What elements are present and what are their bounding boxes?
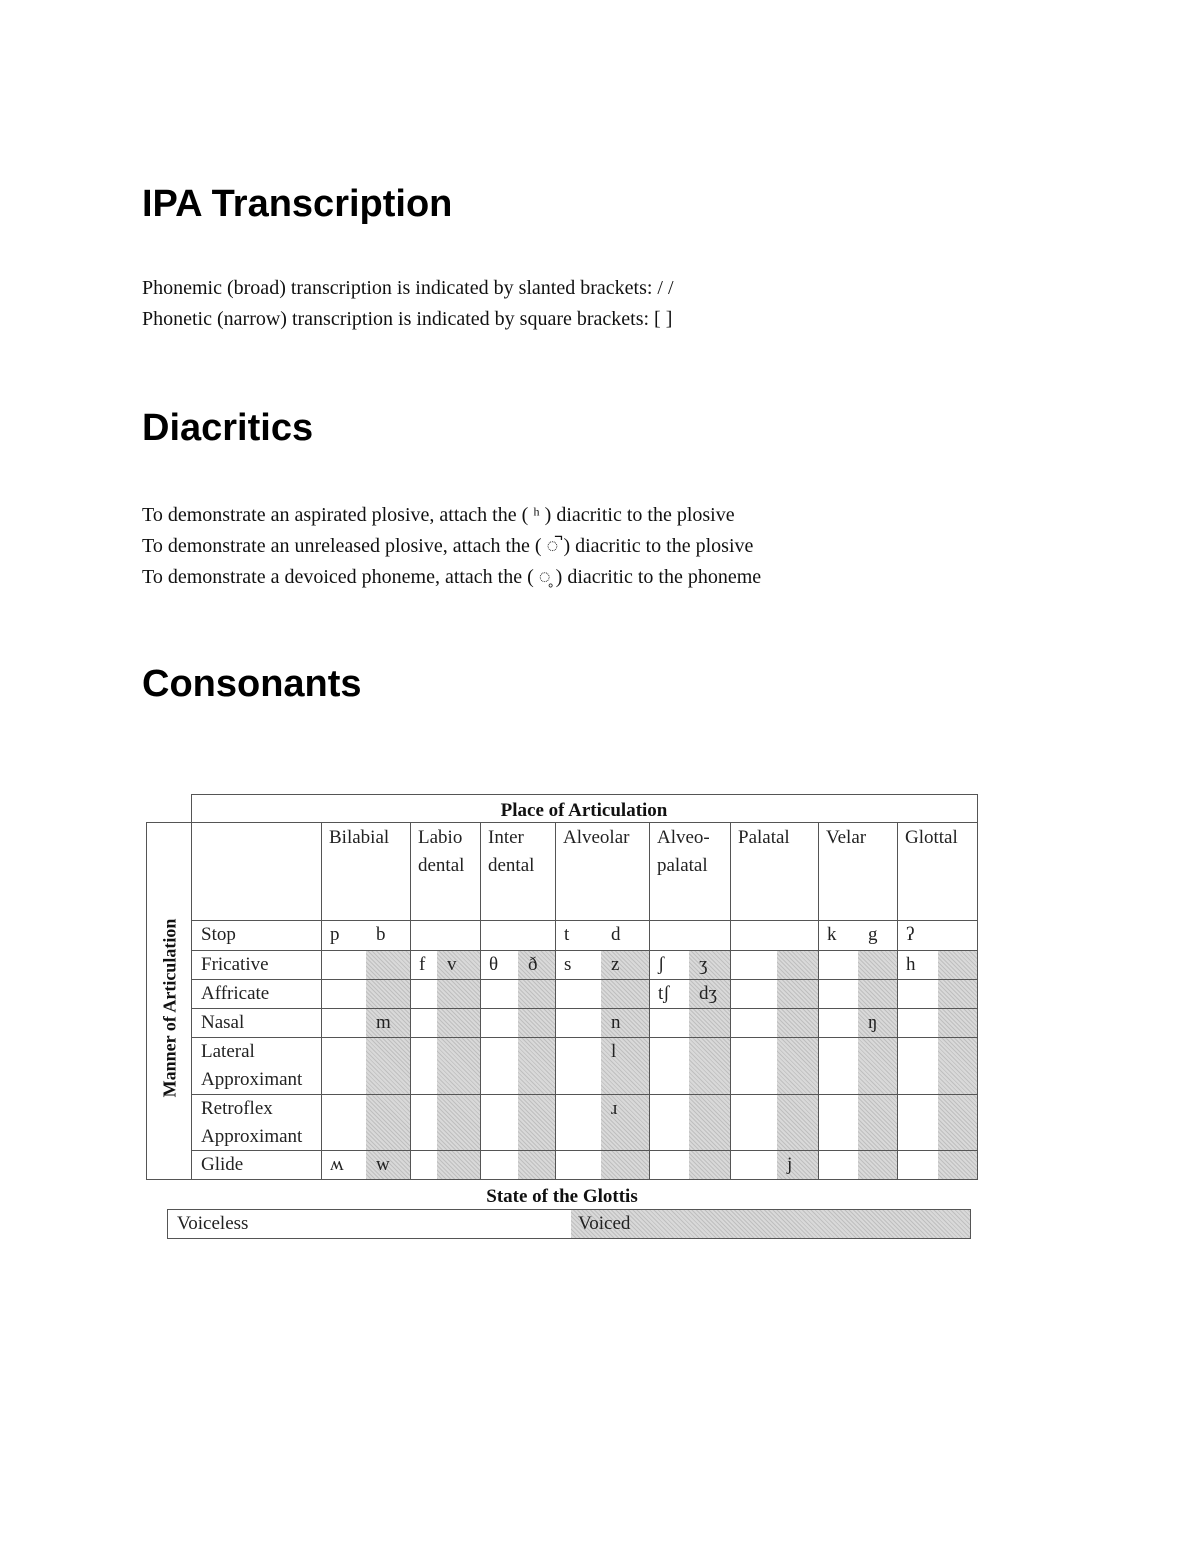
manner-label: Lateral — [201, 1041, 255, 1062]
place-label: Glottal — [905, 827, 958, 848]
manner-label: Affricate — [201, 983, 270, 1004]
voiceless-symbol: f — [419, 954, 426, 975]
phonetic-line: Phonetic (narrow) transcription is indicated by square brackets: [ ] — [142, 308, 673, 330]
voiceless-symbol: t — [564, 924, 570, 945]
consonant-chart — [146, 794, 978, 1180]
voiceless-symbol: s — [564, 954, 572, 975]
manner-of-articulation-label: Manner of Articulation — [159, 918, 180, 1098]
column-divider — [480, 822, 481, 1180]
place-label: Alveo- — [657, 827, 710, 848]
voiced-symbol: ð — [528, 954, 538, 975]
column-divider — [649, 822, 650, 1180]
row-divider — [191, 1008, 977, 1009]
place-frame — [191, 794, 978, 1180]
unreleased-line: To demonstrate an unreleased plosive, attach the ( ◌̚ ) diacritic to the plosive — [142, 535, 754, 557]
voiceless-symbol: ʃ — [658, 954, 665, 975]
voiceless-symbol: θ — [489, 954, 499, 975]
phonemic-line: Phonemic (broad) transcription is indicated by slanted brackets: / / — [142, 277, 674, 299]
voiced-symbol: j — [787, 1154, 793, 1175]
place-label: Alveolar — [563, 827, 630, 848]
state-of-glottis-label: State of the Glottis — [486, 1186, 638, 1207]
manner-label: Approximant — [201, 1126, 303, 1147]
row-divider — [191, 1037, 977, 1038]
voiced-symbol: d — [611, 924, 621, 945]
diacritics-heading: Diacritics — [142, 407, 314, 449]
voiced-symbol: ɹ — [611, 1098, 618, 1119]
manner-label: Glide — [201, 1154, 244, 1175]
row-divider — [191, 950, 977, 951]
voiceless-symbol: p — [330, 924, 340, 945]
place-label: Velar — [826, 827, 867, 848]
column-divider — [410, 822, 411, 1180]
voiced-legend-swatch — [571, 1210, 970, 1238]
glottis-legend — [167, 1209, 971, 1239]
voiced-symbol: l — [611, 1041, 617, 1062]
column-divider — [321, 822, 322, 1180]
place-label: dental — [418, 855, 465, 876]
column-divider — [897, 822, 898, 1180]
place-label: palatal — [657, 855, 708, 876]
manner-label: Stop — [201, 924, 236, 945]
manner-frame — [146, 822, 192, 1180]
manner-label: Fricative — [201, 954, 269, 975]
row-divider — [191, 920, 977, 921]
voiced-symbol: dʒ — [699, 983, 717, 1004]
voiced-symbol: v — [447, 954, 457, 975]
voiced-symbol: z — [611, 954, 620, 975]
row-divider — [191, 1094, 977, 1095]
voiced-symbol: b — [376, 924, 386, 945]
voiceless-legend-label: Voiceless — [177, 1213, 249, 1234]
place-label: Inter — [488, 827, 524, 848]
place-label: Bilabial — [329, 827, 390, 848]
voiced-symbol: n — [611, 1012, 621, 1033]
column-divider — [818, 822, 819, 1180]
voiceless-symbol: k — [827, 924, 837, 945]
manner-label: Retroflex — [201, 1098, 273, 1119]
row-divider — [191, 979, 977, 980]
consonants-heading: Consonants — [142, 663, 362, 705]
voiced-symbol: ʒ — [699, 954, 708, 975]
voiced-legend-label: Voiced — [578, 1213, 631, 1234]
devoiced-line: To demonstrate a devoiced phoneme, attach the ( ◌̥ ) diacritic to the phoneme — [142, 566, 762, 588]
manner-label: Approximant — [201, 1069, 303, 1090]
ipa-transcription-heading: IPA Transcription — [142, 183, 453, 225]
voiceless-symbol: tʃ — [658, 983, 670, 1004]
place-label: dental — [488, 855, 535, 876]
place-of-articulation-label: Place of Articulation — [500, 800, 668, 821]
voiceless-symbol: ʍ — [330, 1154, 344, 1175]
voiced-symbol: w — [376, 1154, 390, 1175]
voiced-symbol: g — [868, 924, 878, 945]
column-divider — [555, 822, 556, 1180]
aspirated-line: To demonstrate an aspirated plosive, attach the ( ʰ ) diacritic to the plosive — [142, 504, 735, 526]
row-divider — [191, 1150, 977, 1151]
voiceless-symbol: h — [906, 954, 916, 975]
column-divider — [730, 822, 731, 1180]
voiced-symbol: m — [376, 1012, 391, 1033]
place-label: Palatal — [738, 827, 790, 848]
voiced-symbol: ŋ — [868, 1012, 878, 1033]
voiceless-symbol: ʔ — [906, 924, 915, 945]
row-divider — [191, 822, 977, 823]
manner-label: Nasal — [201, 1012, 245, 1033]
place-label: Labio — [418, 827, 463, 848]
